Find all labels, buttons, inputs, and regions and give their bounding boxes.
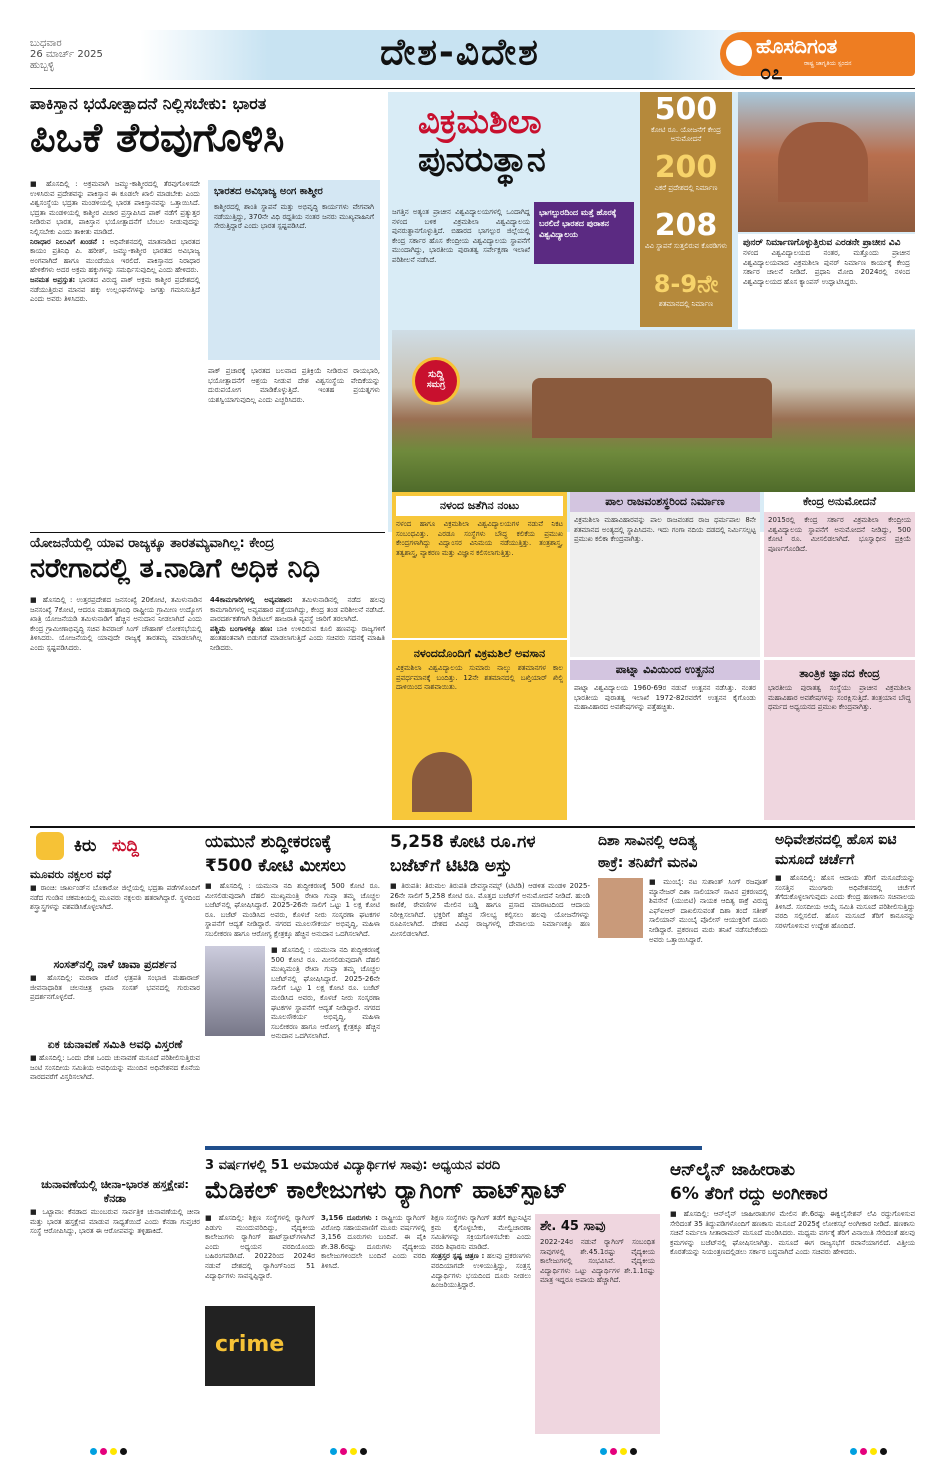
panel-decline: ನಳಂದದೊಂದಿಗೆ ವಿಕ್ರಮಶಿಲೆ ಅವಸಾನ ವಿಕ್ರಮಶಿಲಾ ವಿಶ್ವವಿದ್ಯಾಲಯ ಸುಮಾರು ನಾಲ್ಕು ಶತಮಾನಗಳ ಕಾಲ ಪ್ರವರ್ಧಮಾನಕ್ಕೆ ಬಂದಿತ್ತು. 12ನೇ ಶತಮಾನದಲ್ಲಿ ಬಖ್ತಿಯಾರ್ ಖಿಲ್ಜಿ ದಾಳಿಯಿಂದ ನಾಶವಾಯಿತು. <box>392 640 567 820</box>
ttd-headline-1: 5,258 ಕೋಟಿ ರೂ.ಗಳ <box>390 832 536 852</box>
online-body: ■ ಹೊಸದಿಲ್ಲಿ: ಆನ್‌ಲೈನ್ ಜಾಹೀರಾತುಗಳ ಮೇಲಿನ ಶೇ.6ರಷ್ಟು ಈಕ್ವಲೈಸೇಶನ್ ಲೆವಿ ರದ್ದುಗೊಳಿಸುವ ಸೇರಿದಂತೆ 35 ತಿದ್ದುಪಡಿಗಳೊಂದಿಗೆ ಹಣಕಾಸು ಮಸೂದೆ 2025ಕ್ಕೆ ಲೋಕಸಭೆ ಅಂಗೀಕಾರ ನೀಡಿದೆ. ಹಣಕಾಸು ಸಚಿವೆ ನಿರ್ಮಲಾ ಸೀತಾರಾಮನ್ ಮಸೂದೆ ಮಂಡಿಸಿದರು. ಮಧ್ಯಮ ವರ್ಗಕ್ಕೆ ತೆರಿಗೆ ವಿನಾಯಿತಿ ಸೇರಿದಂತೆ ಹಲವು ಕ್ರಮಗಳನ್ನು ಬಜೆಟ್‌ನಲ್ಲಿ ಘೋಷಿಸಲಾಗಿತ್ತು. ಮಸೂದೆ ಈಗ ರಾಜ್ಯಸಭೆಗೆ ರವಾನೆಯಾಗಲಿದೆ. ವಿತ್ತೀಯ ಕೊರತೆಯನ್ನು ನಿಯಂತ್ರಣದಲ್ಲಿಡಲು ಸರ್ಕಾರ ಬದ್ಧವಾಗಿದೆ ಎಂದು ಸಚಿವರು ಹೇಳಿದರು. <box>670 1210 915 1257</box>
yamuna-headline-1: ಯಮುನೆ ಶುದ್ಧೀಕರಣಕ್ಕೆ <box>205 832 332 852</box>
ragging-box: ಶೇ. 45 ಸಾವು 2022-24ರ ನಡುವೆ ರ‍್ಯಾಗಿಂಗ್ ಸಂಬಂಧಿತ ಸಾವುಗಳಲ್ಲಿ ಶೇ.45.1ರಷ್ಟು ವೈದ್ಯಕೀಯ ಕಾಲೇಜುಗಳಲ್ಲಿ ಸಂಭವಿಸಿವೆ. ವೈದ್ಯಕೀಯ ವಿದ್ಯಾರ್ಥಿಗಳು ಒಟ್ಟು ವಿದ್ಯಾರ್ಥಿಗಳ ಶೇ.1.1ರಷ್ಟು ಮಾತ್ರ ಇದ್ದರೂ ಅಪಾಯ ಹೆಚ್ಚಾಗಿದೆ. <box>535 1214 660 1434</box>
paper-tagline: ರಾಷ್ಟ್ರ ಜಾಗೃತಿಯ ಸ್ಪಂದನ <box>804 60 852 67</box>
disha-body: ■ ಮುಂಬೈ: ನಟ ಸುಶಾಂತ್ ಸಿಂಗ್ ರಜಪೂತ್ ಮ್ಯಾನೇಜರ್ ದಿಶಾ ಸಾಲಿಯಾನ್ ಸಾವಿನ ಪ್ರಕರಣದಲ್ಲಿ ಶಿವಸೇನೆ (ಯುಬಿಟಿ) ನಾಯಕ ಆದಿತ್ಯ ಠಾಕ್ರೆ ವಿರುದ್ಧ ಎಫ್‌ಐಆರ್ ದಾಖಲಿಸುವಂತೆ ದಿಶಾ ತಂದೆ ಸತೀಶ್ ಸಾಲಿಯಾನ್ ಮುಂಬೈ ಪೊಲೀಸ್ ಆಯುಕ್ತರಿಗೆ ದೂರು ನೀಡಿದ್ದಾರೆ. ಪ್ರಕರಣದ ಮರು ತನಿಖೆ ನಡೆಸಬೇಕೆಂದು ಅವರು ಒತ್ತಾಯಿಸಿದ್ದಾರೆ. <box>649 878 768 944</box>
day-label: ಬುಧವಾರ <box>30 38 62 49</box>
online-headline-1: ಆನ್‌ಲೈನ್ ಜಾಹೀರಾತು <box>670 1160 796 1180</box>
kiru-item: ಮೂವರು ನಕ್ಸಲರ ವಧೆ ■ ರಾಂಚಿ: ಜಾರ್ಖಂಡ್‌ನ ಬೊಕಾರೋ ಜಿಲ್ಲೆಯಲ್ಲಿ ಭದ್ರತಾ ಪಡೆಗಳೊಂದಿಗೆ ನಡೆದ ಗುಂಡಿನ ಚಕಮಕಿಯಲ್ಲಿ ಮೂವರು ನಕ್ಸಲರು ಹತರಾಗಿದ್ದಾರೆ. ಸ್ಥಳದಿಂದ ಶಸ್ತ್ರಾಸ್ತ್ರಗಳನ್ನು ವಶಪಡಿಸಿಕೊಳ್ಳಲಾಗಿದೆ. <box>30 868 200 912</box>
page-number: ೦೭ <box>760 60 783 84</box>
disha-headline-1: ದಿಶಾ ಸಾವಿನಲ್ಲಿ ಆದಿತ್ಯ <box>598 833 697 849</box>
pak-headline: ಪಿಒಕೆ ತೆರವುಗೊಳಿಸಿ <box>30 115 285 161</box>
online-article <box>670 1158 915 1438</box>
stat-block: 8-9ನೇ ಶತಮಾನದಲ್ಲಿ ನಿರ್ಮಾಣ <box>653 270 719 308</box>
ttd-article <box>390 830 590 1150</box>
stat-block: 200 ಎಕರೆ ಪ್ರದೇಶದಲ್ಲಿ ನಿರ್ಮಾಣ <box>654 150 718 192</box>
yamuna-body: ■ ಹೊಸದಿಲ್ಲಿ : ಯಮುನಾ ನದಿ ಶುದ್ಧೀಕರಣಕ್ಕೆ 500 ಕೋಟಿ ರೂ. ಮೀಸಲಿಡುವುದಾಗಿ ದೆಹಲಿ ಮುಖ್ಯಮಂತ್ರಿ ರೇಖಾ ಗುಪ್ತಾ ತಮ್ಮ ಚೊಚ್ಚಲ ಬಜೆಟ್‌ನಲ್ಲಿ ಘೋಷಿಸಿದ್ದಾರೆ. 2025-26ನೇ ಸಾಲಿಗೆ ಒಟ್ಟು 1 ಲಕ್ಷ ಕೋಟಿ ರೂ. ಬಜೆಟ್ ಮಂಡಿಸಿದ ಅವರು, ಕೊಳಚೆ ನೀರು ಸಂಸ್ಕರಣಾ ಘಟಕಗಳ ಸ್ಥಾಪನೆಗೆ ಆದ್ಯತೆ ನೀಡಿದ್ದಾರೆ. ನಗರದ ಮೂಲಸೌಕರ್ಯ ಅಭಿವೃದ್ಧಿ, ಮಹಿಳಾ ಸಬಲೀಕರಣ ಹಾಗೂ ಆರೋಗ್ಯ ಕ್ಷೇತ್ರಕ್ಕೂ ಹೆಚ್ಚಿನ ಅನುದಾನ ಒದಗಿಸಲಾಗಿದೆ. <box>205 882 380 938</box>
photo-caption-title: ಪುನರ್ ನಿರ್ಮಾಣಗೊಳ್ಳುತ್ತಿರುವ ಎರಡನೇ ಪ್ರಾಚೀನ ವಿವಿ <box>743 238 901 248</box>
color-dots <box>600 1440 640 1459</box>
modi-photo <box>738 92 915 232</box>
panel-patna: ಪಾಟ್ನಾ ವಿವಿಯಿಂದ ಉತ್ಖನನ ಪಾಟ್ನಾ ವಿಶ್ವವಿದ್ಯಾಲಯ 1960-69ರ ನಡುವೆ ಉತ್ಖನನ ನಡೆಸಿತ್ತು. ನಂತರ ಭಾರತೀಯ ಪುರಾತತ್ವ ಇಲಾಖೆ 1972-82ರವರೆಗೆ ಉತ್ಖನನ ಕೈಗೊಂಡು ಮಹಾವಿಹಾರದ ಅವಶೇಷಗಳನ್ನು ಪತ್ತೆಹಚ್ಚಿತು. <box>570 660 760 820</box>
vikram-feature <box>388 92 915 532</box>
vikram-tag-box <box>534 202 634 264</box>
panel-nalanda: ನಳಂದ ಜತೆಗಿನ ನಂಟು ನಳಂದ ಹಾಗೂ ವಿಕ್ರಮಶಿಲಾ ವಿಶ್ವವಿದ್ಯಾಲಯಗಳ ನಡುವೆ ನಿಕಟ ಸಂಬಂಧವಿತ್ತು. ಎರಡೂ ಸಂಸ್ಥೆಗಳು ಬೌದ್ಧ ಕಲಿಕೆಯ ಪ್ರಮುಖ ಕೇಂದ್ರಗಳಾಗಿದ್ದು ವಿದ್ವಾಂಸರ ವಿನಿಮಯ ನಡೆಯುತ್ತಿತ್ತು. ತಂತ್ರಶಾಸ್ತ್ರ, ತತ್ವಶಾಸ್ತ್ರ, ವ್ಯಾಕರಣ ಮತ್ತು ವಿಜ್ಞಾನ ಕಲಿಸಲಾಗುತ್ತಿತ್ತು. <box>392 492 567 638</box>
nrega-body-col2: 44ಕಾಮಗಾರಿಗಳಲ್ಲಿ ಅವ್ಯವಹಾರ: ತಮಿಳುನಾಡಿನಲ್ಲಿ ನಡೆದ ಹಲವು ಕಾಮಗಾರಿಗಳಲ್ಲಿ ಅವ್ಯವಹಾರ ಪತ್ತೆಯಾಗಿದ್ದು, ಕೇಂದ್ರ ತಂಡ ಪರಿಶೀಲನೆ ನಡೆಸಿದೆ. ಪಾರದರ್ಶಕತೆಗಾಗಿ ಡಿಜಿಟಲ್ ಹಾಜರಾತಿ ವ್ಯವಸ್ಥೆ ಜಾರಿಗೆ ತರಲಾಗಿದೆ. ಪಶ್ಚಿಮ ಬಂಗಾಳಕ್ಕೂ ಹಣ: ಬಾಕಿ ಉಳಿದಿರುವ ಕೂಲಿ ಹಣವನ್ನು ರಾಜ್ಯಗಳಿಗೆ ಹಂತಹಂತವಾಗಿ ಬಿಡುಗಡೆ ಮಾಡಲಾಗುತ್ತಿದೆ ಎಂದು ಸಚಿವರು ಸದನಕ್ಕೆ ಮಾಹಿತಿ ನೀಡಿದರು. <box>210 596 385 652</box>
ruins-landscape <box>392 330 915 492</box>
ttd-body: ■ ತಿರುಪತಿ: ತಿರುಮಲ ತಿರುಪತಿ ದೇವಸ್ಥಾನಮ್ಸ್ (ಟಿಟಿಡಿ) ಆಡಳಿತ ಮಂಡಳಿ 2025-26ನೇ ಸಾಲಿಗೆ 5,258 ಕೋಟಿ ರೂ. ಮೊತ್ತದ ಬಜೆಟ್‌ಗೆ ಅನುಮೋದನೆ ನೀಡಿದೆ. ಹುಂಡಿ ಕಾಣಿಕೆ, ಠೇವಣಿಗಳ ಮೇಲಿನ ಬಡ್ಡಿ ಹಾಗೂ ಪ್ರಸಾದ ಮಾರಾಟದಿಂದ ಆದಾಯ ನಿರೀಕ್ಷಿಸಲಾಗಿದೆ. ಭಕ್ತರಿಗೆ ಹೆಚ್ಚಿನ ಸೌಲಭ್ಯ ಕಲ್ಪಿಸಲು ಹಲವು ಯೋಜನೆಗಳನ್ನು ರೂಪಿಸಲಾಗಿದೆ. ದೇಶದ ವಿವಿಧ ರಾಜ್ಯಗಳಲ್ಲಿ ದೇವಾಲಯ ನಿರ್ಮಾಣಕ್ಕೂ ಹಣ ಮೀಸಲಿಡಲಾಗಿದೆ. <box>390 882 590 938</box>
panel-approval: ಕೇಂದ್ರ ಅನುಮೋದನೆ 2015ರಲ್ಲಿ ಕೇಂದ್ರ ಸರ್ಕಾರ ವಿಕ್ರಮಶಿಲಾ ಕೇಂದ್ರೀಯ ವಿಶ್ವವಿದ್ಯಾಲಯ ಸ್ಥಾಪನೆಗೆ ಅನುಮೋದನೆ ನೀಡಿದ್ದು, 500 ಕೋಟಿ ರೂ. ಮೀಸಲಿಡಲಾಗಿದೆ. ಭೂಸ್ವಾಧೀನ ಪ್ರಕ್ರಿಯೆ ಪೂರ್ಣಗೊಂಡಿದೆ. <box>764 492 915 657</box>
kiru-header <box>30 830 200 866</box>
aditya-photo <box>598 878 643 938</box>
sudhi-badge: ಸುದ್ದಿ ಸಮಗ್ರ <box>412 357 460 405</box>
vikram-headline-2: ಪುನರುತ್ಥಾನ <box>418 140 546 180</box>
nrega-body-col1: ■ ಹೊಸದಿಲ್ಲಿ : ಉತ್ತರಪ್ರದೇಶದ ಜನಸಂಖ್ಯೆ 20ಕೋಟಿ, ತಮಿಳುನಾಡಿನ ಜನಸಂಖ್ಯೆ 7ಕೋಟಿ, ಆದರೂ ಮಹಾತ್ಮಗಾಂಧಿ ರಾಷ್ಟ್ರೀಯ ಗ್ರಾಮೀಣ ಉದ್ಯೋಗ ಖಾತ್ರಿ ಯೋಜನೆಯಡಿ ತಮಿಳುನಾಡಿಗೆ ಹೆಚ್ಚಿನ ಅನುದಾನ ನೀಡಲಾಗಿದೆ ಎಂದು ಕೇಂದ್ರ ಗ್ರಾಮೀಣಾಭಿವೃದ್ಧಿ ಸಚಿವ ಶಿವರಾಜ್ ಸಿಂಗ್ ಚೌಹಾಣ್ ಲೋಕಸಭೆಯಲ್ಲಿ ತಿಳಿಸಿದರು. ಯೋಜನೆಯಲ್ಲಿ ಯಾವುದೇ ರಾಜ್ಯಕ್ಕೆ ತಾರತಮ್ಯ ಮಾಡಲಾಗಿಲ್ಲ ಎಂದು ಸ್ಪಷ್ಟಪಡಿಸಿದರು. <box>30 596 202 652</box>
vikram-stats <box>640 92 732 327</box>
section-rule <box>30 532 385 533</box>
ragging-body-col2: 3,156 ದೂರುಗಳು : ರಾಷ್ಟ್ರೀಯ ರ‍್ಯಾಗಿಂಗ್ ವಿರೋಧಿ ಸಹಾಯವಾಣಿಗೆ ಮೂರು ವರ್ಷಗಳಲ್ಲಿ 3,156 ದೂರುಗಳು ಬಂದಿವೆ. ಈ ಪೈಕಿ ಶೇ.38.6ರಷ್ಟು ದೂರುಗಳು ವೈದ್ಯಕೀಯ ಕಾಲೇಜುಗಳಿಂದಲೇ ಬಂದಿವೆ ಎಂದು ವರದಿ ತಿಳಿಸಿದೆ. <box>321 1214 426 1270</box>
panel-pala: ಪಾಲ ರಾಜವಂಶಸ್ಥರಿಂದ ನಿರ್ಮಾಣ ವಿಕ್ರಮಶಿಲಾ ಮಹಾವಿಹಾರವನ್ನು ಪಾಲ ರಾಜವಂಶದ ರಾಜ ಧರ್ಮಪಾಲ 8ನೇ ಶತಮಾನದ ಅಂತ್ಯದಲ್ಲಿ ಸ್ಥಾಪಿಸಿದನು. ಇದು ಗಂಗಾ ನದಿಯ ದಡದಲ್ಲಿ ನಿರ್ಮಿಸಲ್ಪಟ್ಟ ಪ್ರಮುಖ ಕಲಿಕಾ ಕೇಂದ್ರವಾಗಿತ್ತು. <box>570 492 760 657</box>
color-strip <box>205 1146 915 1150</box>
paper-name: ಹೊಸದಿಗಂತ <box>756 34 838 58</box>
kiru-label-1: ಕಿರು <box>74 836 97 856</box>
disha-article <box>598 830 768 1150</box>
city-label: ಹುಬ್ಬಳ್ಳಿ <box>30 60 55 71</box>
pak-article <box>30 92 380 524</box>
ttd-headline-2: ಬಜೆಟ್‌ಗೆ ಟಿಟಿಡಿ ಅಸ್ತು <box>390 856 512 876</box>
color-dots <box>330 1440 370 1459</box>
vikram-tag: ಭಾಗಲ್ಪುರದಿಂದ ಮತ್ತೆ ಹೊರಕ್ಕೆ ಬರಲಿದೆ ಭಾರತದ ಪುರಾತನ ವಿಶ್ವವಿದ್ಯಾಲಯ <box>539 208 617 239</box>
ragging-body-col1: ■ ಹೊಸದಿಲ್ಲಿ: ಶಿಕ್ಷಣ ಸಂಸ್ಥೆಗಳಲ್ಲಿ ರ‍್ಯಾಗಿಂಗ್ ಪಿಡುಗು ಮುಂದುವರಿದಿದ್ದು, ವೈದ್ಯಕೀಯ ಕಾಲೇಜುಗಳು ರ‍್ಯಾಗಿಂಗ್ ಹಾಟ್‌ಸ್ಪಾಟ್‌ಗಳಾಗಿವೆ ಎಂದು ಅಧ್ಯಯನ ವರದಿಯೊಂದು ಬಹಿರಂಗಪಡಿಸಿದೆ. 2022ರಿಂದ 2024ರ ನಡುವೆ ದೇಶದಲ್ಲಿ ರ‍್ಯಾಗಿಂಗ್‌ನಿಂದ 51 ವಿದ್ಯಾರ್ಥಿಗಳು ಸಾವನ್ನಪ್ಪಿದ್ದಾರೆ. <box>205 1214 315 1280</box>
stupa-icon <box>532 378 772 438</box>
online-headline-2: 6% ತೆರಿಗೆ ರದ್ದು ಅಂಗೀಕಾರ <box>670 1184 828 1204</box>
temple-icon <box>412 752 472 812</box>
lower-rule <box>30 826 915 828</box>
date-label: 26 ಮಾರ್ಚ್ 2025 <box>30 49 103 60</box>
nrega-article <box>30 536 385 826</box>
ragging-kicker: 3 ವರ್ಷಗಳಲ್ಲಿ 51 ಅಮಾಯಕ ವಿದ್ಯಾರ್ಥಿಗಳ ಸಾವು: ಅಧ್ಯಯನ ವರದಿ <box>205 1158 501 1173</box>
it-body: ■ ಹೊಸದಿಲ್ಲಿ: ಹೊಸ ಆದಾಯ ತೆರಿಗೆ ಮಸೂದೆಯನ್ನು ಸಂಸತ್ತಿನ ಮುಂಗಾರು ಅಧಿವೇಶನದಲ್ಲಿ ಚರ್ಚೆಗೆ ತೆಗೆದುಕೊಳ್ಳಲಾಗುವುದು ಎಂದು ಕೇಂದ್ರ ಹಣಕಾಸು ಸಚಿವಾಲಯ ತಿಳಿಸಿದೆ. ಸಂಸದೀಯ ಆಯ್ಕೆ ಸಮಿತಿ ಮಸೂದೆ ಪರಿಶೀಲಿಸುತ್ತಿದ್ದು ವರದಿ ಸಲ್ಲಿಸಲಿದೆ. ಹೊಸ ಮಸೂದೆ ತೆರಿಗೆ ಕಾನೂನನ್ನು ಸರಳಗೊಳಿಸುವ ಉದ್ದೇಶ ಹೊಂದಿದೆ. <box>775 874 915 930</box>
yamuna-headline-2: ₹500 ಕೋಟಿ ಮೀಸಲು <box>205 856 346 876</box>
kiru-item: ಚುನಾವಣೆಯಲ್ಲಿ ಚೀನಾ-ಭಾರತ ಹಸ್ತಕ್ಷೇಪ: ಕೆನಡಾ ■ ಒಟ್ಟಾವಾ: ಕೆನಡಾದ ಮುಂಬರುವ ಸಾರ್ವತ್ರಿಕ ಚುನಾವಣೆಯಲ್ಲಿ ಚೀನಾ ಮತ್ತು ಭಾರತ ಹಸ್ತಕ್ಷೇಪ ಮಾಡುವ ಸಾಧ್ಯತೆಯಿದೆ ಎಂದು ಕೆನಡಾ ಗುಪ್ತಚರ ಸಂಸ್ಥೆ ಆರೋಪಿಸಿದ್ದು, ಭಾರತ ಈ ಆರೋಪವನ್ನು ತಳ್ಳಿಹಾಕಿದೆ. <box>30 1178 200 1236</box>
panel-tantric: ತಾಂತ್ರಿಕ ಜ್ಞಾನದ ಕೇಂದ್ರ ಭಾರತೀಯ ಪುರಾತತ್ವ ಸಂಸ್ಥೆಯು ಪ್ರಾಚೀನ ವಿಕ್ರಮಶಿಲಾ ಮಹಾವಿಹಾರ ಅವಶೇಷಗಳನ್ನು ಸಂರಕ್ಷಿಸುತ್ತಿದೆ. ತಂತ್ರಯಾನ ಬೌದ್ಧ ಧರ್ಮದ ಅಧ್ಯಯನದ ಪ್ರಮುಖ ಕೇಂದ್ರವಾಗಿತ್ತು. <box>764 660 915 820</box>
it-headline: ಅಧಿವೇಶನದಲ್ಲಿ ಹೊಸ ಐಟಿ ಮಸೂದೆ ಚರ್ಚೆಗೆ <box>775 832 897 868</box>
crime-image: crime <box>205 1306 315 1386</box>
pak-body-col2: ಪಾಕ್ ಪ್ರಚಾರಕ್ಕೆ ಭಾರತದ ಬಲವಾದ ಪ್ರತಿಕ್ರಿಯೆ ನೀಡಿರುವ ರಾಯಭಾರಿ, ಭಯೋತ್ಪಾದನೆಗೆ ಆಶ್ರಯ ನೀಡುವ ದೇಶ ವಿಶ್ವಸಂಸ್ಥೆಯ ವೇದಿಕೆಯನ್ನು ದುರುಪಯೋಗ ಮಾಡಿಕೊಳ್ಳುತ್ತಿದೆ. ಇಂತಹ ಪ್ರಯತ್ನಗಳು ಯಶಸ್ವಿಯಾಗುವುದಿಲ್ಲ ಎಂದು ಎಚ್ಚರಿಸಿದರು. <box>208 367 380 404</box>
color-dots <box>850 1440 890 1459</box>
photo-caption-text: ನಳಂದ ವಿಶ್ವವಿದ್ಯಾಲಯದ ನಂತರ, ಮತ್ತೊಂದು ಪ್ರಾಚೀನ ವಿಶ್ವವಿದ್ಯಾಲಯವಾದ ವಿಕ್ರಮಶಿಲಾ ಪುನರ್ ನಿರ್ಮಾಣ ಕಾರ್ಯಕ್ಕೆ ಕೇಂದ್ರ ಸರ್ಕಾರ ಚಾಲನೆ ನೀಡಿದೆ. ಪ್ರಧಾನಿ ಮೋದಿ 2024ರಲ್ಲಿ ನಳಂದ ವಿಶ್ವವಿದ್ಯಾಲಯದ ಹೊಸ ಕ್ಯಾಂಪಸ್ ಉದ್ಘಾಟಿಸಿದ್ದರು. <box>743 249 910 286</box>
pak-body-col1: ■ ಹೊಸದಿಲ್ಲಿ : ಅಕ್ರಮವಾಗಿ ಜಮ್ಮು-ಕಾಶ್ಮೀರದಲ್ಲಿ ತೆರವುಗೊಳಿಸದೇ ಉಳಿಸಿರುವ ಪ್ರದೇಶವನ್ನು ಪಾಕಿಸ್ತಾನ ಈ ಕೂಡಲೇ ಖಾಲಿ ಮಾಡಬೇಕು ಎಂದು ವಿಶ್ವಸಂಸ್ಥೆಯ ಭದ್ರತಾ ಮಂಡಳಿಯಲ್ಲಿ ಭಾರತ ಪಾಕಿಸ್ತಾನವನ್ನು ಒತ್ತಾಯಿಸಿದೆ. ಭದ್ರತಾ ಮಂಡಳಿಯಲ್ಲಿ ಕಾಶ್ಮೀರ ವಿಚಾರ ಪ್ರಸ್ತಾಪಿಸಿದ ಪಾಕ್ ನಡೆಗೆ ಪ್ರತ್ಯುತ್ತರ ನೀಡಿರುವ ಭಾರತ, ಪಾಕಿಸ್ತಾನ ಭಯೋತ್ಪಾದನೆಗೆ ಬೆಂಬಲ ನೀಡುವುದನ್ನು ನಿಲ್ಲಿಸಬೇಕು ಎಂದು ತಾಕೀತು ಮಾಡಿದೆ. ನಿರಾಧಾರ ನಿಲುವಿಗೆ ಖಂಡನೆ : ಅಧಿವೇಶನದಲ್ಲಿ ಮಾತನಾಡಿದ ಭಾರತದ ಕಾಯಂ ಪ್ರತಿನಿಧಿ ಪಿ. ಹರೀಶ್, ಜಮ್ಮು-ಕಾಶ್ಮೀರ ಭಾರತದ ಅವಿಭಾಜ್ಯ ಅಂಗವಾಗಿದೆ ಹಾಗೂ ಮುಂದೆಯೂ ಇರಲಿದೆ. ಪಾಕಿಸ್ತಾನದ ನಿರಾಧಾರ ಹೇಳಿಕೆಗಳು ಅದರ ಅಕ್ರಮ ಹಕ್ಕುಗಳನ್ನು ಸಮರ್ಥಿಸುವುದಿಲ್ಲ ಎಂದು ಹೇಳಿದರು. ಜನಮತ ಅಪ್ರಸ್ತುತ: ಭಾರತದ ವಿರುದ್ಧ ಪಾಕ್ ಅಕ್ರಮ ಕಾಶ್ಮೀರ ಪ್ರದೇಶದಲ್ಲಿ ನಡೆಯುತ್ತಿರುವ ಮಾನವ ಹಕ್ಕು ಉಲ್ಲಂಘನೆಗಳನ್ನು ಜಗತ್ತು ಗಮನಿಸುತ್ತಿದೆ ಎಂದು ಅವರು ತಿಳಿಸಿದರು. <box>30 180 200 304</box>
section-title: ದೇಶ-ವಿದೇಶ <box>380 32 540 73</box>
yamuna-article <box>205 830 380 1150</box>
paper-logo <box>720 32 915 76</box>
it-article <box>775 830 915 1150</box>
kiru-item: ಏಕ ಚುನಾವಣೆ ಸಮಿತಿ ಅವಧಿ ವಿಸ್ತರಣೆ ■ ಹೊಸದಿಲ್ಲಿ: ಒಂದು ದೇಶ ಒಂದು ಚುನಾವಣೆ ಮಸೂದೆ ಪರಿಶೀಲಿಸುತ್ತಿರುವ ಜಂಟಿ ಸಂಸದೀಯ ಸಮಿತಿಯ ಅವಧಿಯನ್ನು ಮುಂದಿನ ಅಧಿವೇಶನದ ಕೊನೆಯ ವಾರದವರೆಗೆ ವಿಸ್ತರಿಸಲಾಗಿದೆ. <box>30 1038 200 1082</box>
color-dots <box>90 1440 130 1459</box>
yamuna-body-more: ■ ಹೊಸದಿಲ್ಲಿ : ಯಮುನಾ ನದಿ ಶುದ್ಧೀಕರಣಕ್ಕೆ 500 ಕೋಟಿ ರೂ. ಮೀಸಲಿಡುವುದಾಗಿ ದೆಹಲಿ ಮುಖ್ಯಮಂತ್ರಿ ರೇಖಾ ಗುಪ್ತಾ ತಮ್ಮ ಚೊಚ್ಚಲ ಬಜೆಟ್‌ನಲ್ಲಿ ಘೋಷಿಸಿದ್ದಾರೆ. 2025-26ನೇ ಸಾಲಿಗೆ ಒಟ್ಟು 1 ಲಕ್ಷ ಕೋಟಿ ರೂ. ಬಜೆಟ್ ಮಂಡಿಸಿದ ಅವರು, ಕೊಳಚೆ ನೀರು ಸಂಸ್ಕರಣಾ ಘಟಕಗಳ ಸ್ಥಾಪನೆಗೆ ಆದ್ಯತೆ ನೀಡಿದ್ದಾರೆ. ನಗರದ ಮೂಲಸೌಕರ್ಯ ಅಭಿವೃದ್ಧಿ, ಮಹಿಳಾ ಸಬಲೀಕರಣ ಹಾಗೂ ಆರೋಗ್ಯ ಕ್ಷೇತ್ರಕ್ಕೂ ಹೆಚ್ಚಿನ ಅನುದಾನ ಒದಗಿಸಲಾಗಿದೆ. <box>271 946 380 1041</box>
pak-side-title: ಭಾರತದ ಅವಿಭಾಜ್ಯ ಅಂಗ ಕಾಶ್ಮೀರ <box>214 186 323 197</box>
pak-side-box <box>208 180 380 360</box>
logo-emblem-icon <box>726 40 752 66</box>
kiru-suddi <box>30 830 200 1430</box>
vikram-intro: ಜಗತ್ತಿನ ಅತ್ಯಂತ ಪ್ರಾಚೀನ ವಿಶ್ವವಿದ್ಯಾಲಯಗಳಲ್ಲಿ ಒಂದಾಗಿದ್ದ ನಳಂದ ಬಳಿಕ ವಿಕ್ರಮಶಿಲಾ ವಿಶ್ವವಿದ್ಯಾಲಯ ಪುನರುತ್ಥಾನಗೊಳ್ಳುತ್ತಿದೆ. ಬಿಹಾರದ ಭಾಗಲ್ಪುರ ಜಿಲ್ಲೆಯಲ್ಲಿ ಕೇಂದ್ರ ಸರ್ಕಾರ ಹೊಸ ಕೇಂದ್ರೀಯ ವಿಶ್ವವಿದ್ಯಾಲಯ ಸ್ಥಾಪನೆಗೆ ಮುಂದಾಗಿದ್ದು, ಭಾರತೀಯ ಪುರಾತತ್ವ ಸರ್ವೇಕ್ಷಣಾ ಇಲಾಖೆ ಪರಿಶೀಲನೆ ನಡೆಸಿದೆ. <box>392 208 530 264</box>
pak-kicker: ಪಾಕಿಸ್ತಾನ ಭಯೋತ್ಪಾದನೆ ನಿಲ್ಲಿಸಬೇಕು: ಭಾರತ <box>30 94 267 113</box>
hand-icon <box>36 832 64 860</box>
ragging-headline: ಮೆಡಿಕಲ್ ಕಾಲೇಜುಗಳು ರ‍್ಯಾಗಿಂಗ್ ಹಾಟ್‌ಸ್ಪಾಟ್ <box>205 1176 568 1204</box>
yamuna-photo <box>205 946 265 1036</box>
date-block <box>30 38 150 71</box>
photo-caption-box <box>738 234 915 329</box>
nrega-kicker: ಯೋಜನೆಯಲ್ಲಿ ಯಾವ ರಾಜ್ಯಕ್ಕೂ ತಾರತಮ್ಯವಾಗಿಲ್ಲ: ಕೇಂದ್ರ <box>30 536 275 551</box>
pak-side-body: ಕಾಶ್ಮೀರದಲ್ಲಿ ಶಾಂತಿ ಸ್ಥಾಪನೆ ಮತ್ತು ಅಭಿವೃದ್ಧಿ ಕಾರ್ಯಗಳು ವೇಗವಾಗಿ ನಡೆಯುತ್ತಿದ್ದು, 370ನೇ ವಿಧಿ ರದ್ದತಿಯ ನಂತರ ಜನರು ಮುಖ್ಯವಾಹಿನಿಗೆ ಸೇರುತ್ತಿದ್ದಾರೆ ಎಂದು ಭಾರತ ಸ್ಪಷ್ಟಪಡಿಸಿದೆ. <box>214 203 374 231</box>
stat-block: 500 ಕೋಟಿ ರೂ. ಯೋಜನೆಗೆ ಕೇಂದ್ರ ಅನುಮೋದನೆ <box>651 92 721 143</box>
ragging-article <box>205 1158 660 1438</box>
nrega-headline: ನರೇಗಾದಲ್ಲಿ ತ.ನಾಡಿಗೆ ಅಧಿಕ ನಿಧಿ <box>30 553 320 584</box>
stat-block: 208 ವಿವಿ ಸ್ಥಾಪನೆ ಸುತ್ತಲಿರುವ ಕೊಠಡಿಗಳು <box>644 208 728 250</box>
kiru-item: ಸಂಸತ್‌ನಲ್ಲಿ ನಾಳೆ ಚಾವಾ ಪ್ರದರ್ಶನ ■ ಹೊಸದಿಲ್ಲಿ: ಮರಾಠಾ ದೊರೆ ಛತ್ರಪತಿ ಸಂಭಾಜಿ ಮಹಾರಾಜ್ ಜೀವನಾಧಾರಿತ ಚಲನಚಿತ್ರ ಛಾವಾ ಸಂಸತ್ ಭವನದಲ್ಲಿ ಗುರುವಾರ ಪ್ರದರ್ಶನಗೊಳ್ಳಲಿದೆ. <box>30 958 200 1002</box>
ragging-body-col3: ಶಿಕ್ಷಣ ಸಂಸ್ಥೆಗಳು ರ‍್ಯಾಗಿಂಗ್ ತಡೆಗೆ ಕಟ್ಟುನಿಟ್ಟಿನ ಕ್ರಮ ಕೈಗೊಳ್ಳಬೇಕು, ಮೇಲ್ವಿಚಾರಣಾ ಸಮಿತಿಗಳನ್ನು ಸಕ್ರಿಯಗೊಳಿಸಬೇಕು ಎಂದು ವರದಿ ಶಿಫಾರಸು ಮಾಡಿದೆ. ಸಂತ್ರಸ್ತರ ಸ್ಪಷ್ಟ ಚಿತ್ರಣ : ಹಲವು ಪ್ರಕರಣಗಳು ವರದಿಯಾಗದೇ ಉಳಿಯುತ್ತಿದ್ದು, ಸಂತ್ರಸ್ತ ವಿದ್ಯಾರ್ಥಿಗಳು ಭಯದಿಂದ ದೂರು ನೀಡಲು ಹಿಂಜರಿಯುತ್ತಿದ್ದಾರೆ. <box>431 1214 531 1290</box>
disha-headline-2: ಠಾಕ್ರೆ: ತನಿಖೆಗೆ ಮನವಿ <box>598 855 698 871</box>
top-rule <box>30 88 915 89</box>
kiru-label-2: ಸುದ್ದಿ <box>112 836 139 856</box>
vikram-headline-1: ವಿಕ್ರಮಶಿಲಾ <box>418 102 542 142</box>
section-banner <box>140 30 780 80</box>
ruins-icon <box>778 122 868 202</box>
masthead <box>30 30 915 88</box>
